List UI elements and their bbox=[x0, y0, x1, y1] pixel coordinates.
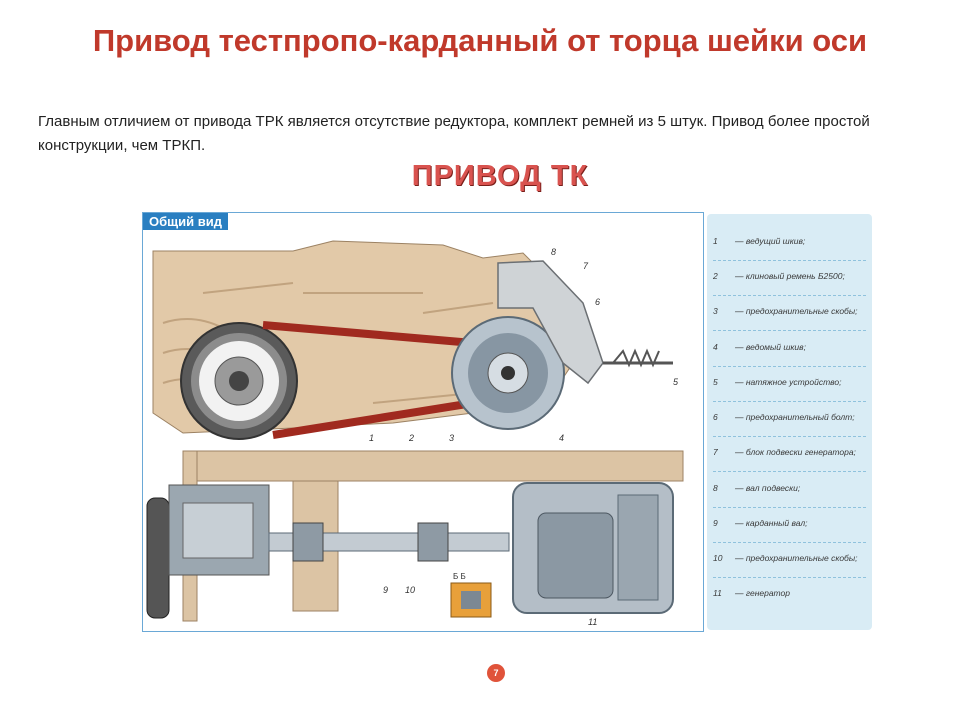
callout-4: 4 bbox=[559, 433, 565, 443]
slide-body-text: Главным отличием от привода ТРК является отсутствие редуктора, комплект ремней из 5 штук. Привод более простой конструкции, чем ТРКП. bbox=[38, 113, 870, 154]
figure-label: Общий вид bbox=[143, 213, 228, 230]
legend-item: 6 — предохранительный болт; bbox=[713, 412, 855, 422]
callout-1: 1 bbox=[369, 433, 375, 443]
callout-11: 11 bbox=[588, 617, 598, 627]
cardan-shaft bbox=[269, 523, 509, 561]
drive-diagram bbox=[142, 212, 704, 632]
legend-item: 10 — предохранительные скобы; bbox=[713, 553, 858, 563]
frame-beam bbox=[183, 451, 683, 481]
legend-item: 8 — вал подвески; bbox=[713, 483, 801, 493]
tension-spring bbox=[603, 351, 673, 365]
legend-item: 1 — ведущий шкив; bbox=[713, 236, 806, 246]
page-number-badge: 7 bbox=[487, 664, 505, 682]
legend-item: 9 — карданный вал; bbox=[713, 518, 808, 528]
callout-6: 6 bbox=[595, 297, 601, 307]
callout-3: 3 bbox=[449, 433, 455, 443]
slide-subtitle: ПРИВОД ТК bbox=[411, 160, 589, 192]
legend-item: 5 — натяжное устройство; bbox=[713, 377, 842, 387]
legend-item: 2 — клиновый ремень Б2500; bbox=[713, 271, 845, 281]
callout-9: 9 bbox=[383, 585, 389, 595]
inset-detail bbox=[451, 572, 491, 617]
parts-legend bbox=[707, 214, 872, 630]
legend-item: 4 — ведомый шкив; bbox=[713, 342, 806, 352]
inset-label: Б Б bbox=[453, 572, 466, 581]
callout-8: 8 bbox=[551, 247, 557, 257]
generator bbox=[513, 483, 673, 613]
callout-10: 10 bbox=[405, 585, 416, 595]
callout-5: 5 bbox=[673, 377, 679, 387]
drive-pulley bbox=[181, 323, 297, 439]
legend-item: 11 — генератор bbox=[713, 588, 790, 598]
drive-drawing bbox=[143, 213, 703, 631]
slide-title: Привод тестпропо-карданный от торца шейки оси bbox=[92, 23, 868, 58]
axle-pulley bbox=[147, 485, 269, 618]
legend-item: 7 — блок подвески генератора; bbox=[713, 447, 856, 457]
legend-item: 3 — предохранительные скобы; bbox=[713, 306, 858, 316]
callout-2: 2 bbox=[409, 433, 415, 443]
callout-7: 7 bbox=[583, 261, 589, 271]
